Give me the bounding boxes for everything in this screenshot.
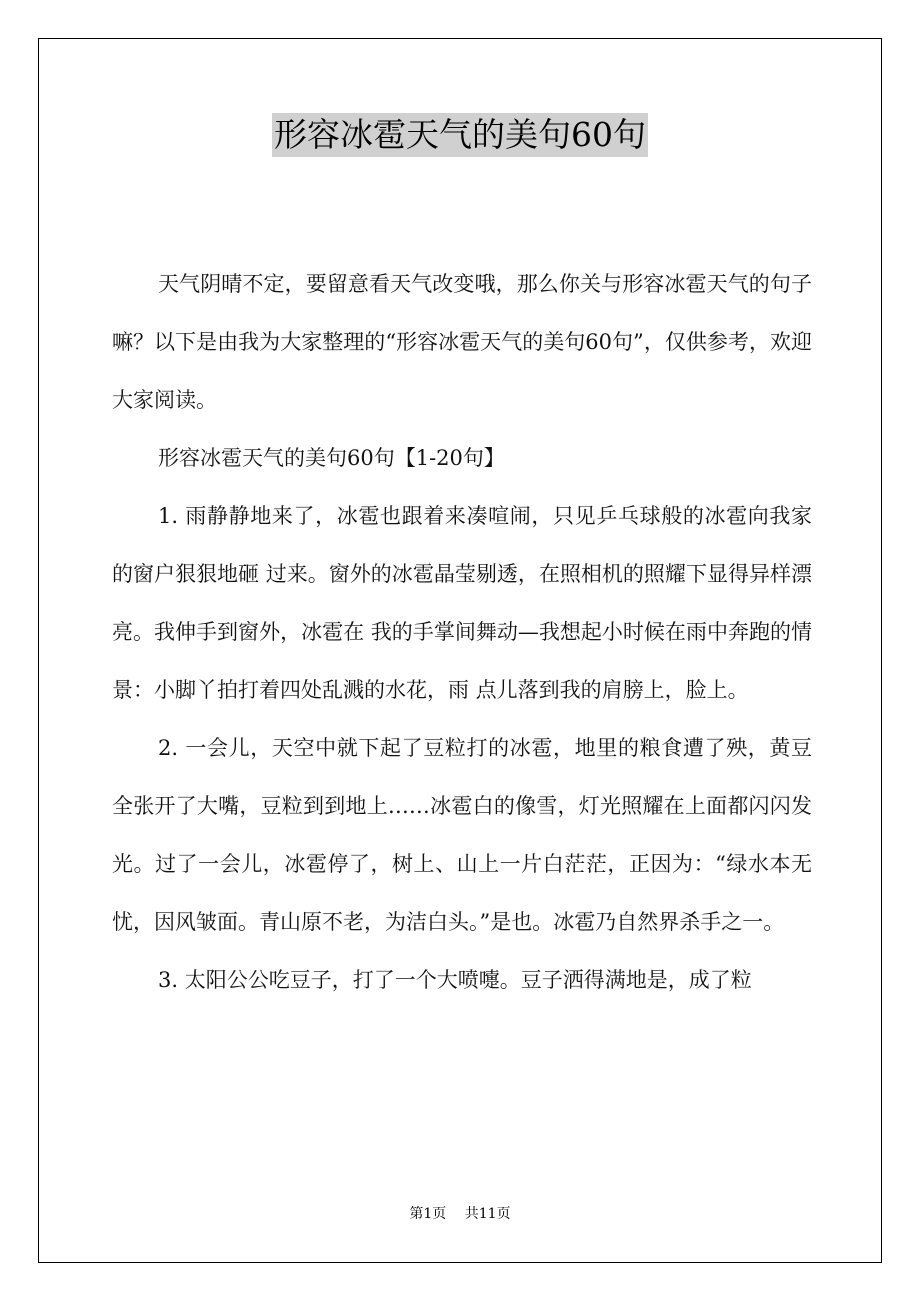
title-container <box>0 113 920 157</box>
document-title: 形容冰雹天气的美句60句 <box>272 113 648 157</box>
page-footer <box>0 1204 920 1224</box>
section-heading: 形容冰雹天气的美句60句【1-20句】 <box>158 446 505 470</box>
sentence-item-3: 3. 太阳公公吃豆子，打了一个大喷嚏。豆子洒得满地是，成了粒 <box>158 968 752 992</box>
page-total: 共11页 <box>464 1206 511 1222</box>
intro-paragraph: 天气阴晴不定，要留意看天气改变哦，那么你关与形容冰雹天气的句子嘛？以下是由我为大家整理的“形容冰雹天气的美句60句”，仅供参考，欢迎大家阅读。 <box>112 272 812 412</box>
document-body <box>112 255 812 1009</box>
sentence-item-1: 1. 雨静静地来了，冰雹也跟着来凑喧闹，只见乒乓球般的冰雹向我家的窗户狠狠地砸 过来。窗外的冰雹晶莹剔透，在照相机的照耀下显得异样漂亮。我伸手到窗外，冰雹在 我的手掌间舞动—我想起小时候在雨中奔跑的情景：小脚丫拍打着四处乱溅的水花，雨 点儿落到我的肩膀上，脸上。 <box>112 504 812 702</box>
sentence-item-2: 2. 一会儿，天空中就下起了豆粒打的冰雹，地里的粮食遭了殃，黄豆全张开了大嘴，豆粒到到地上……冰雹白的像雪，灯光照耀在上面都闪闪发光。过了一会儿，冰雹停了，树上、山上一片白茫茫，正因为：“绿水本无忧，因风皱面。青山原不老，为洁白头。”是也。冰雹乃自然界杀手之一。 <box>112 736 812 934</box>
page-number: 第1页 <box>409 1206 447 1222</box>
